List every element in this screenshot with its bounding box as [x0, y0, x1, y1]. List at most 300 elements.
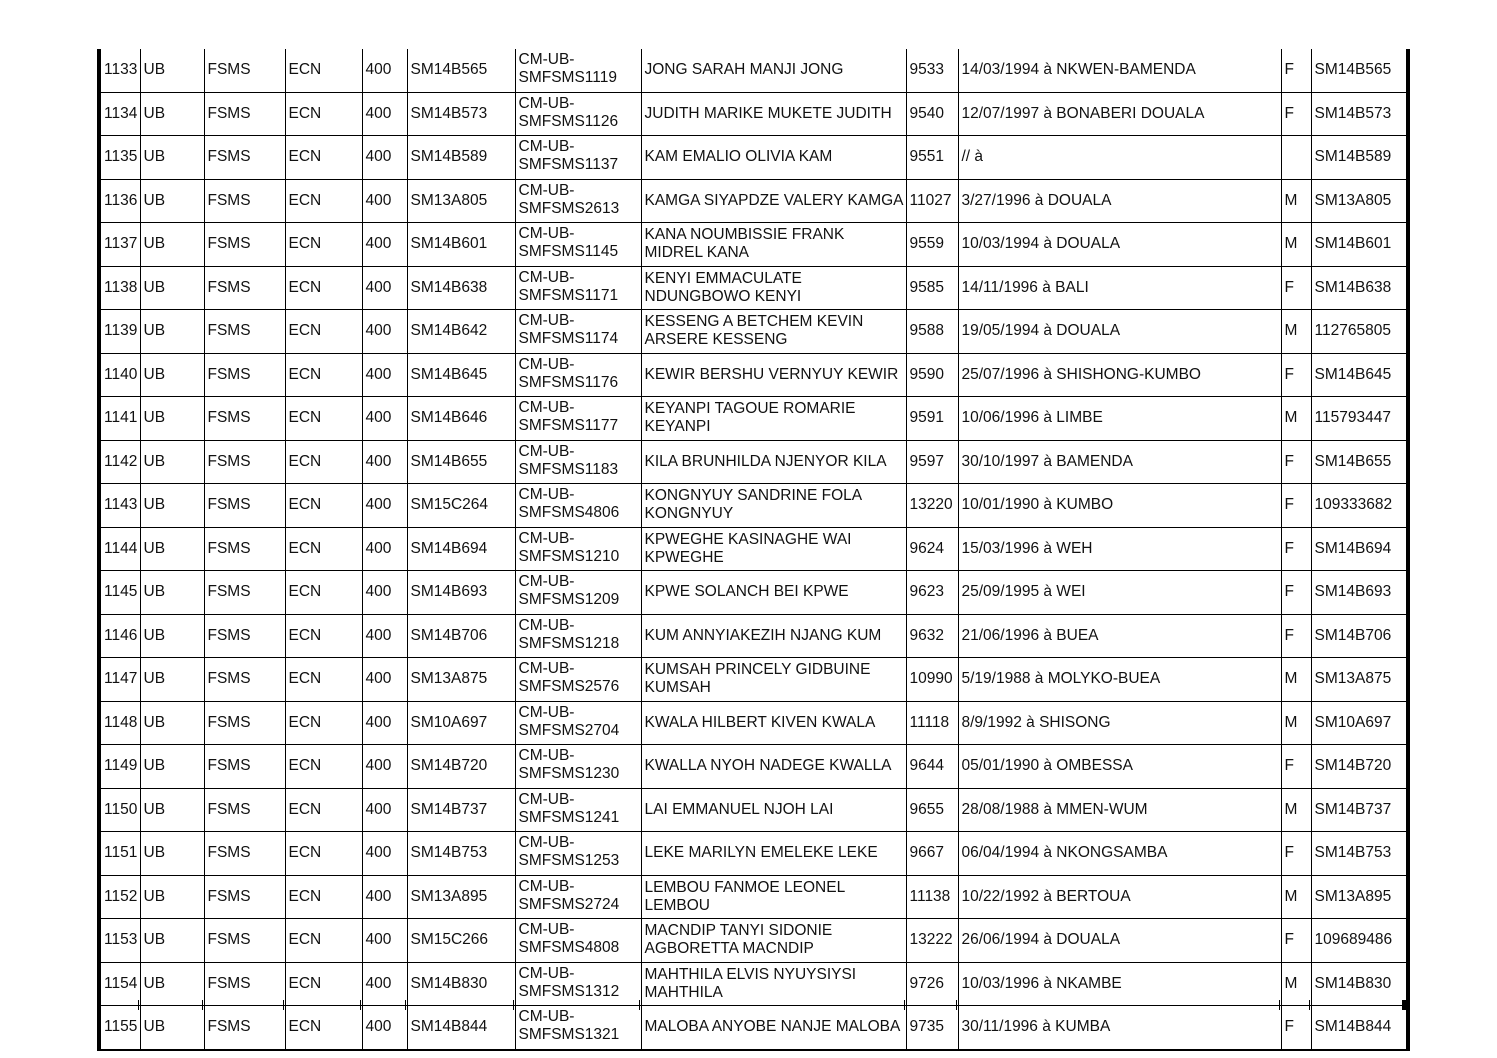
table-row: [99, 266, 1408, 310]
level-cell: 400: [362, 919, 407, 963]
candidate-name-cell: KWALA HILBERT KIVEN KWALA: [641, 701, 906, 745]
candidate-name-cell: KENYI EMMACULATE NDUNGBOWO KENYI: [641, 266, 906, 310]
reference-cell: SM14B655: [1311, 440, 1408, 484]
candidate-name-cell: KESSENG A BETCHEM KEVIN ARSERE KESSENG: [641, 310, 906, 354]
exam-cell: ECN: [285, 788, 362, 832]
reference-cell: SM13A805: [1311, 179, 1408, 223]
level-cell: 400: [362, 484, 407, 528]
birth-date-place-cell: 25/09/1995 à WEI: [958, 571, 1281, 615]
candidate-code-cell: CM-UB-SMFSMS1210: [515, 527, 641, 571]
level-cell: 400: [362, 266, 407, 310]
candidate-number-cell: 13220: [906, 484, 958, 528]
level-cell: 400: [362, 92, 407, 136]
sex-cell: F: [1281, 440, 1311, 484]
university-cell: UB: [140, 571, 204, 615]
sex-cell: F: [1281, 614, 1311, 658]
reference-cell: SM14B573: [1311, 92, 1408, 136]
table-row: [99, 658, 1408, 702]
candidate-code-cell: CM-UB-SMFSMS1145: [515, 223, 641, 267]
candidate-number-cell: 9559: [906, 223, 958, 267]
candidate-code-cell: CM-UB-SMFSMS2613: [515, 179, 641, 223]
reference-cell: SM10A697: [1311, 701, 1408, 745]
reference-cell: SM14B706: [1311, 614, 1408, 658]
level-cell: 400: [362, 179, 407, 223]
birth-date-place-cell: 10/06/1996 à LIMBE: [958, 397, 1281, 441]
birth-date-place-cell: 10/03/1996 à NKAMBE: [958, 962, 1281, 1006]
birth-date-place-cell: 05/01/1990 à OMBESSA: [958, 745, 1281, 789]
table-row: [99, 484, 1408, 528]
reference-cell: SM13A875: [1311, 658, 1408, 702]
birth-date-place-cell: 5/19/1988 à MOLYKO-BUEA: [958, 658, 1281, 702]
level-cell: 400: [362, 527, 407, 571]
university-cell: UB: [140, 701, 204, 745]
table-row: [99, 571, 1408, 615]
sex-cell: F: [1281, 353, 1311, 397]
table-body: [99, 49, 1408, 1050]
candidate-number-cell: 9588: [906, 310, 958, 354]
candidate-code-cell: CM-UB-SMFSMS2576: [515, 658, 641, 702]
sex-cell: F: [1281, 832, 1311, 876]
faculty-cell: FSMS: [204, 962, 285, 1006]
table-row: [99, 223, 1408, 267]
level-cell: 400: [362, 136, 407, 180]
university-cell: UB: [140, 875, 204, 919]
matricule-cell: SM14B601: [407, 223, 515, 267]
candidate-name-cell: KPWEGHE KASINAGHE WAI KPWEGHE: [641, 527, 906, 571]
candidate-name-cell: KWALLA NYOH NADEGE KWALLA: [641, 745, 906, 789]
table-row: [99, 440, 1408, 484]
row-number: 1146: [99, 614, 140, 658]
exam-cell: ECN: [285, 179, 362, 223]
sex-cell: F: [1281, 49, 1311, 92]
exam-cell: ECN: [285, 875, 362, 919]
faculty-cell: FSMS: [204, 353, 285, 397]
reference-cell: SM14B753: [1311, 832, 1408, 876]
birth-date-place-cell: 19/05/1994 à DOUALA: [958, 310, 1281, 354]
candidate-number-cell: 9726: [906, 962, 958, 1006]
matricule-cell: SM14B693: [407, 571, 515, 615]
reference-cell: SM14B737: [1311, 788, 1408, 832]
reference-cell: SM14B601: [1311, 223, 1408, 267]
birth-date-place-cell: 30/10/1997 à BAMENDA: [958, 440, 1281, 484]
university-cell: UB: [140, 310, 204, 354]
candidate-code-cell: CM-UB-SMFSMS1253: [515, 832, 641, 876]
sex-cell: F: [1281, 266, 1311, 310]
level-cell: 400: [362, 745, 407, 789]
candidate-code-cell: CM-UB-SMFSMS1241: [515, 788, 641, 832]
sex-cell: M: [1281, 397, 1311, 441]
row-number: 1137: [99, 223, 140, 267]
sex-cell: F: [1281, 745, 1311, 789]
row-number: 1148: [99, 701, 140, 745]
university-cell: UB: [140, 397, 204, 441]
university-cell: UB: [140, 658, 204, 702]
birth-date-place-cell: // à: [958, 136, 1281, 180]
table-row: [99, 962, 1408, 1006]
candidate-number-cell: 11118: [906, 701, 958, 745]
birth-date-place-cell: 15/03/1996 à WEH: [958, 527, 1281, 571]
faculty-cell: FSMS: [204, 745, 285, 789]
matricule-cell: SM14B638: [407, 266, 515, 310]
table-row: [99, 745, 1408, 789]
candidate-code-cell: CM-UB-SMFSMS2704: [515, 701, 641, 745]
candidate-name-cell: LEMBOU FANMOE LEONEL LEMBOU: [641, 875, 906, 919]
candidate-name-cell: KEWIR BERSHU VERNYUY KEWIR: [641, 353, 906, 397]
reference-cell: 112765805: [1311, 310, 1408, 354]
faculty-cell: FSMS: [204, 701, 285, 745]
level-cell: 400: [362, 223, 407, 267]
candidate-table: [97, 49, 1410, 1051]
candidate-number-cell: 9590: [906, 353, 958, 397]
candidate-code-cell: CM-UB-SMFSMS1137: [515, 136, 641, 180]
table-row: [99, 527, 1408, 571]
level-cell: 400: [362, 353, 407, 397]
candidate-name-cell: JONG SARAH MANJI JONG: [641, 49, 906, 92]
matricule-cell: SM15C264: [407, 484, 515, 528]
birth-date-place-cell: 3/27/1996 à DOUALA: [958, 179, 1281, 223]
level-cell: 400: [362, 658, 407, 702]
row-number: 1134: [99, 92, 140, 136]
matricule-cell: SM14B645: [407, 353, 515, 397]
candidate-code-cell: CM-UB-SMFSMS1312: [515, 962, 641, 1006]
birth-date-place-cell: 28/08/1988 à MMEN-WUM: [958, 788, 1281, 832]
faculty-cell: FSMS: [204, 484, 285, 528]
faculty-cell: FSMS: [204, 266, 285, 310]
candidate-code-cell: CM-UB-SMFSMS1176: [515, 353, 641, 397]
faculty-cell: FSMS: [204, 440, 285, 484]
faculty-cell: FSMS: [204, 310, 285, 354]
row-number: 1139: [99, 310, 140, 354]
sex-cell: F: [1281, 571, 1311, 615]
candidate-number-cell: 11027: [906, 179, 958, 223]
candidate-number-cell: 9667: [906, 832, 958, 876]
level-cell: 400: [362, 571, 407, 615]
university-cell: UB: [140, 136, 204, 180]
reference-cell: SM14B694: [1311, 527, 1408, 571]
candidate-number-cell: 9551: [906, 136, 958, 180]
level-cell: 400: [362, 875, 407, 919]
exam-cell: ECN: [285, 701, 362, 745]
sex-cell: M: [1281, 701, 1311, 745]
sex-cell: M: [1281, 179, 1311, 223]
matricule-cell: SM14B753: [407, 832, 515, 876]
level-cell: 400: [362, 962, 407, 1006]
sex-cell: M: [1281, 962, 1311, 1006]
matricule-cell: SM14B646: [407, 397, 515, 441]
faculty-cell: FSMS: [204, 571, 285, 615]
level-cell: 400: [362, 49, 407, 92]
faculty-cell: FSMS: [204, 92, 285, 136]
candidate-code-cell: CM-UB-SMFSMS1119: [515, 49, 641, 92]
table-row: [99, 1006, 1408, 1050]
exam-cell: ECN: [285, 136, 362, 180]
candidate-number-cell: 9533: [906, 49, 958, 92]
reference-cell: 109333682: [1311, 484, 1408, 528]
exam-cell: ECN: [285, 1006, 362, 1050]
candidate-name-cell: MALOBA ANYOBE NANJE MALOBA: [641, 1006, 906, 1050]
reference-cell: SM13A895: [1311, 875, 1408, 919]
level-cell: 400: [362, 788, 407, 832]
reference-cell: SM14B589: [1311, 136, 1408, 180]
candidate-number-cell: 9655: [906, 788, 958, 832]
candidate-name-cell: KONGNYUY SANDRINE FOLA KONGNYUY: [641, 484, 906, 528]
university-cell: UB: [140, 527, 204, 571]
candidate-name-cell: KUM ANNYIAKEZIH NJANG KUM: [641, 614, 906, 658]
level-cell: 400: [362, 397, 407, 441]
exam-cell: ECN: [285, 49, 362, 92]
reference-cell: SM14B720: [1311, 745, 1408, 789]
birth-date-place-cell: 14/11/1996 à BALI: [958, 266, 1281, 310]
matricule-cell: SM14B737: [407, 788, 515, 832]
candidate-name-cell: MACNDIP TANYI SIDONIE AGBORETTA MACNDIP: [641, 919, 906, 963]
candidate-code-cell: CM-UB-SMFSMS1174: [515, 310, 641, 354]
exam-cell: ECN: [285, 614, 362, 658]
matricule-cell: SM14B720: [407, 745, 515, 789]
sex-cell: F: [1281, 92, 1311, 136]
row-number: 1154: [99, 962, 140, 1006]
exam-cell: ECN: [285, 745, 362, 789]
reference-cell: SM14B693: [1311, 571, 1408, 615]
candidate-code-cell: CM-UB-SMFSMS1126: [515, 92, 641, 136]
matricule-cell: SM14B655: [407, 440, 515, 484]
reference-cell: SM14B565: [1311, 49, 1408, 92]
reference-cell: SM14B830: [1311, 962, 1408, 1006]
exam-cell: ECN: [285, 397, 362, 441]
reference-cell: 115793447: [1311, 397, 1408, 441]
candidate-code-cell: CM-UB-SMFSMS1218: [515, 614, 641, 658]
table-row: [99, 919, 1408, 963]
matricule-cell: SM14B706: [407, 614, 515, 658]
exam-cell: ECN: [285, 571, 362, 615]
exam-cell: ECN: [285, 658, 362, 702]
university-cell: UB: [140, 919, 204, 963]
table-row: [99, 832, 1408, 876]
level-cell: 400: [362, 614, 407, 658]
table-row: [99, 179, 1408, 223]
candidate-code-cell: CM-UB-SMFSMS1171: [515, 266, 641, 310]
candidate-name-cell: KILA BRUNHILDA NJENYOR KILA: [641, 440, 906, 484]
candidate-name-cell: MAHTHILA ELVIS NYUYSIYSI MAHTHILA: [641, 962, 906, 1006]
university-cell: UB: [140, 832, 204, 876]
university-cell: UB: [140, 745, 204, 789]
faculty-cell: FSMS: [204, 136, 285, 180]
candidate-number-cell: 13222: [906, 919, 958, 963]
matricule-cell: SM14B844: [407, 1006, 515, 1050]
exam-cell: ECN: [285, 353, 362, 397]
exam-cell: ECN: [285, 310, 362, 354]
candidate-name-cell: KANA NOUMBISSIE FRANK MIDREL KANA: [641, 223, 906, 267]
matricule-cell: SM14B830: [407, 962, 515, 1006]
exam-cell: ECN: [285, 527, 362, 571]
birth-date-place-cell: 26/06/1994 à DOUALA: [958, 919, 1281, 963]
birth-date-place-cell: 06/04/1994 à NKONGSAMBA: [958, 832, 1281, 876]
matricule-cell: SM14B565: [407, 49, 515, 92]
candidate-number-cell: 9624: [906, 527, 958, 571]
sex-cell: F: [1281, 1006, 1311, 1050]
table-row: [99, 310, 1408, 354]
matricule-cell: SM14B573: [407, 92, 515, 136]
candidate-name-cell: KAM EMALIO OLIVIA KAM: [641, 136, 906, 180]
candidate-name-cell: KUMSAH PRINCELY GIDBUINE KUMSAH: [641, 658, 906, 702]
candidate-name-cell: LAI EMMANUEL NJOH LAI: [641, 788, 906, 832]
row-number: 1138: [99, 266, 140, 310]
candidate-code-cell: CM-UB-SMFSMS1183: [515, 440, 641, 484]
exam-cell: ECN: [285, 92, 362, 136]
candidate-number-cell: 9632: [906, 614, 958, 658]
candidate-code-cell: CM-UB-SMFSMS4808: [515, 919, 641, 963]
sex-cell: F: [1281, 527, 1311, 571]
faculty-cell: FSMS: [204, 919, 285, 963]
university-cell: UB: [140, 962, 204, 1006]
university-cell: UB: [140, 1006, 204, 1050]
candidate-code-cell: CM-UB-SMFSMS2724: [515, 875, 641, 919]
candidate-name-cell: KEYANPI TAGOUE ROMARIE KEYANPI: [641, 397, 906, 441]
faculty-cell: FSMS: [204, 875, 285, 919]
row-number: 1140: [99, 353, 140, 397]
level-cell: 400: [362, 832, 407, 876]
university-cell: UB: [140, 788, 204, 832]
university-cell: UB: [140, 353, 204, 397]
exam-cell: ECN: [285, 919, 362, 963]
level-cell: 400: [362, 310, 407, 354]
table-row: [99, 701, 1408, 745]
sex-cell: F: [1281, 919, 1311, 963]
row-number: 1149: [99, 745, 140, 789]
candidate-code-cell: CM-UB-SMFSMS1177: [515, 397, 641, 441]
university-cell: UB: [140, 179, 204, 223]
table-row: [99, 49, 1408, 92]
sex-cell: M: [1281, 310, 1311, 354]
row-number: 1152: [99, 875, 140, 919]
faculty-cell: FSMS: [204, 788, 285, 832]
candidate-number-cell: 9735: [906, 1006, 958, 1050]
table-row: [99, 92, 1408, 136]
sex-cell: M: [1281, 223, 1311, 267]
candidate-number-cell: 9623: [906, 571, 958, 615]
university-cell: UB: [140, 614, 204, 658]
exam-cell: ECN: [285, 832, 362, 876]
faculty-cell: FSMS: [204, 527, 285, 571]
exam-cell: ECN: [285, 223, 362, 267]
birth-date-place-cell: 8/9/1992 à SHISONG: [958, 701, 1281, 745]
matricule-cell: SM13A805: [407, 179, 515, 223]
faculty-cell: FSMS: [204, 397, 285, 441]
matricule-cell: SM14B694: [407, 527, 515, 571]
row-number: 1144: [99, 527, 140, 571]
sex-cell: [1281, 136, 1311, 180]
matricule-cell: SM13A875: [407, 658, 515, 702]
table-row: [99, 397, 1408, 441]
candidate-number-cell: 9644: [906, 745, 958, 789]
table-row: [99, 353, 1408, 397]
faculty-cell: FSMS: [204, 832, 285, 876]
candidate-name-cell: JUDITH MARIKE MUKETE JUDITH: [641, 92, 906, 136]
candidate-number-cell: 9585: [906, 266, 958, 310]
candidate-number-cell: 10990: [906, 658, 958, 702]
matricule-cell: SM14B589: [407, 136, 515, 180]
faculty-cell: FSMS: [204, 1006, 285, 1050]
university-cell: UB: [140, 266, 204, 310]
reference-cell: SM14B638: [1311, 266, 1408, 310]
exam-cell: ECN: [285, 484, 362, 528]
row-number: 1153: [99, 919, 140, 963]
row-number: 1142: [99, 440, 140, 484]
candidate-number-cell: 9540: [906, 92, 958, 136]
birth-date-place-cell: 12/07/1997 à BONABERI DOUALA: [958, 92, 1281, 136]
table-continuation-lines: [97, 1000, 1406, 1010]
level-cell: 400: [362, 701, 407, 745]
faculty-cell: FSMS: [204, 223, 285, 267]
row-number: 1133: [99, 49, 140, 92]
row-number: 1155: [99, 1006, 140, 1050]
exam-cell: ECN: [285, 962, 362, 1006]
birth-date-place-cell: 30/11/1996 à KUMBA: [958, 1006, 1281, 1050]
exam-cell: ECN: [285, 266, 362, 310]
candidate-name-cell: KPWE SOLANCH BEI KPWE: [641, 571, 906, 615]
matricule-cell: SM10A697: [407, 701, 515, 745]
university-cell: UB: [140, 484, 204, 528]
row-number: 1151: [99, 832, 140, 876]
candidate-code-cell: CM-UB-SMFSMS1209: [515, 571, 641, 615]
matricule-cell: SM15C266: [407, 919, 515, 963]
row-number: 1143: [99, 484, 140, 528]
sex-cell: M: [1281, 788, 1311, 832]
exam-cell: ECN: [285, 440, 362, 484]
sex-cell: M: [1281, 875, 1311, 919]
candidate-number-cell: 11138: [906, 875, 958, 919]
birth-date-place-cell: 25/07/1996 à SHISHONG-KUMBO: [958, 353, 1281, 397]
reference-cell: 109689486: [1311, 919, 1408, 963]
candidate-code-cell: CM-UB-SMFSMS4806: [515, 484, 641, 528]
candidate-name-cell: KAMGA SIYAPDZE VALERY KAMGA: [641, 179, 906, 223]
row-number: 1150: [99, 788, 140, 832]
birth-date-place-cell: 10/01/1990 à KUMBO: [958, 484, 1281, 528]
row-number: 1145: [99, 571, 140, 615]
candidate-name-cell: LEKE MARILYN EMELEKE LEKE: [641, 832, 906, 876]
candidate-number-cell: 9591: [906, 397, 958, 441]
university-cell: UB: [140, 223, 204, 267]
row-number: 1147: [99, 658, 140, 702]
row-number: 1136: [99, 179, 140, 223]
faculty-cell: FSMS: [204, 179, 285, 223]
matricule-cell: SM13A895: [407, 875, 515, 919]
table-row: [99, 136, 1408, 180]
candidate-code-cell: CM-UB-SMFSMS1321: [515, 1006, 641, 1050]
faculty-cell: FSMS: [204, 658, 285, 702]
matricule-cell: SM14B642: [407, 310, 515, 354]
university-cell: UB: [140, 440, 204, 484]
row-number: 1135: [99, 136, 140, 180]
faculty-cell: FSMS: [204, 614, 285, 658]
birth-date-place-cell: 14/03/1994 à NKWEN-BAMENDA: [958, 49, 1281, 92]
candidate-code-cell: CM-UB-SMFSMS1230: [515, 745, 641, 789]
birth-date-place-cell: 10/03/1994 à DOUALA: [958, 223, 1281, 267]
sex-cell: F: [1281, 484, 1311, 528]
candidate-number-cell: 9597: [906, 440, 958, 484]
reference-cell: SM14B645: [1311, 353, 1408, 397]
table-row: [99, 875, 1408, 919]
table-row: [99, 614, 1408, 658]
level-cell: 400: [362, 440, 407, 484]
birth-date-place-cell: 21/06/1996 à BUEA: [958, 614, 1281, 658]
sex-cell: M: [1281, 658, 1311, 702]
birth-date-place-cell: 10/22/1992 à BERTOUA: [958, 875, 1281, 919]
faculty-cell: FSMS: [204, 49, 285, 92]
row-number: 1141: [99, 397, 140, 441]
university-cell: UB: [140, 92, 204, 136]
university-cell: UB: [140, 49, 204, 92]
level-cell: 400: [362, 1006, 407, 1050]
